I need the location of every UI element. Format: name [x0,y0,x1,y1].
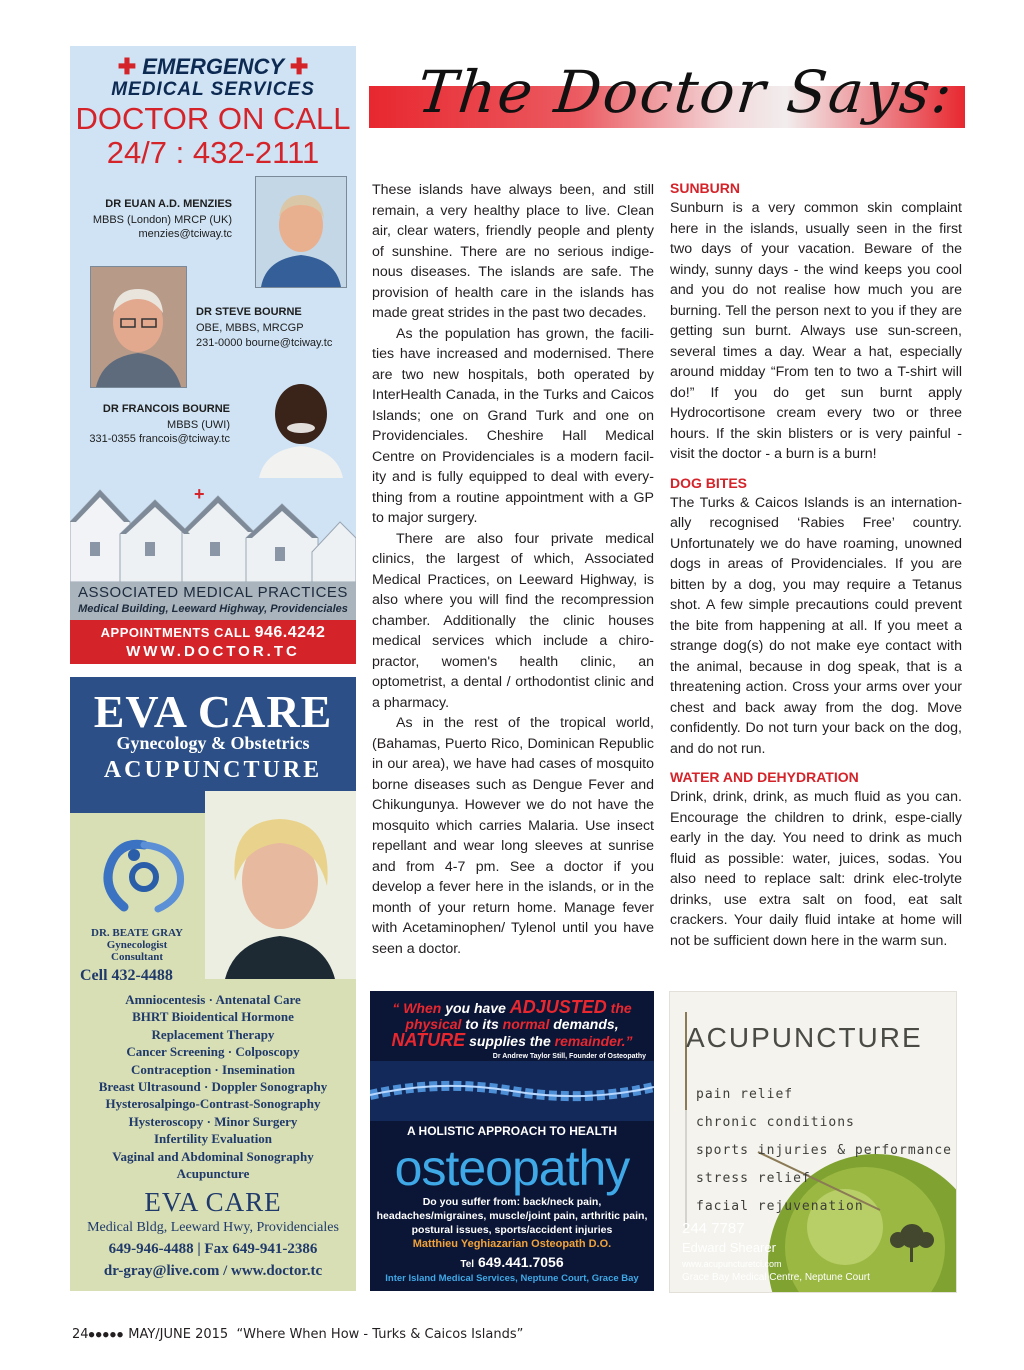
list-item: Vaginal and Abdominal Sonography [112,1148,314,1164]
eva-cell-number: Cell 432-4488 [80,967,173,984]
doctor-3-photo [255,366,347,478]
sunburn-text: Sunburn is a very common skin complaint here in the islands, usually seen in the first two days of your vacation. Beware of the windy, sunny days - the wind keeps you cool and you do not realise how much you are burning. Tell the person next to you if they are getting sun burnt. Always use sun-screen, several times a day. Wear a hat, especially around midday “From ten to two a T-shirt will do!” If you do get sun burnt apply Hydrocortisone cream every two or three hours. If the skin blisters or is very painful - visit the doctor - a burn is a burn! [670,200,962,462]
list-item: BHRT Bioidentical Hormone [132,1009,294,1025]
emergency-medical-ad [70,46,356,664]
doctor-1-contact: menzies@tciway.tc [138,228,232,240]
doctor-on-call-heading: DOCTOR ON CALL [75,101,351,136]
osteopath-phone: Tel 649.441.7056 [460,1254,564,1270]
list-item: Replacement Therapy [151,1026,275,1042]
list-item: Cancer Screening · Colposcopy [126,1044,300,1060]
list-item: pain relief [696,1087,794,1102]
acupuncturist-name: Edward Shearer [682,1240,776,1255]
on-call-phone: 24/7 : 432-2111 [106,135,320,170]
holistic-heading: A HOLISTIC APPROACH TO HEALTH [407,1124,617,1138]
eva-care-subtitle: Gynecology & Obstetrics [116,733,310,753]
practice-address: Medical Building, Leeward Highway, Providenciales [78,603,348,615]
article-column-1 [372,180,654,959]
acupuncture-title: ACUPUNCTURE [686,1022,923,1053]
doctor-3-contact: 331-0355 francois@tciway.tc [89,433,230,445]
eva-care-title: EVA CARE [93,686,333,737]
acupuncture-website: www.acupuncturetci.com [682,1259,782,1269]
article-paragraph: These islands have always been, and still remain, a very healthy place to live. Clean air, clear waters, friendly people and plenty of sunshine. There are no serious indige-nous diseases. The islands are safe. The provision of health care in the islands has made great strides in the past two decades. [372,182,654,321]
osteopathy-ad [370,991,654,1291]
water-heading: WATER AND DEHYDRATION [670,769,859,785]
doctor-1-name: DR EUAN A.D. MENZIES [105,198,232,210]
medical-services-heading: MEDICAL SERVICES [111,79,315,100]
doctor-3-name: DR FRANCOIS BOURNE [102,403,230,415]
list-item: Infertility Evaluation [153,1131,273,1147]
eva-doctor-info: DR. BEATE GRAY Gynecologist Consultant [91,927,183,963]
osteopathy-wordmark: osteopathy [394,1140,630,1196]
list-item: stress relief [696,1171,811,1186]
eva-footer-title: EVA CARE [144,1187,282,1217]
doctor-1-photo [255,176,347,288]
svg-text:+: + [194,484,205,504]
appointments-band [70,620,356,664]
doctor-3-credentials: MBBS (UWI) [167,419,230,431]
acupuncture-phone: 244 7787 [682,1220,745,1237]
article-paragraph: As the population has grown, the facili-ties have increased and modernised. There are two new hospitals, both operated by InterHealth Canada, in the Turks and Caicos Islands; one on Grand Turk and one on Providenciales. Cheshire Hall Medical Centre on Providenciales is a modern facil-ity and is fully equipped to deal with every-thing from a routine appointment with a GP to major surgery. [372,325,654,526]
eva-care-logo-icon [94,827,194,921]
spine-image [370,1061,654,1121]
article-paragraph: There are also four private medical clinics, the largest of which, Associated Medical Practices, on Leeward Highway, is also where you will find the recompression chamber. Additionally the clinic houses medical services which include a chiro-practor, women's health clinic, an optometrist, a dental / orthodontist clinic and a pharmacy. [372,530,654,711]
doctor-2-credentials: OBE, MBBS, MRCGP [196,322,304,334]
doctor-website: WWW.DOCTOR.TC [126,643,300,660]
page-footer [72,1327,523,1342]
doctor-2-name: DR STEVE BOURNE [196,306,302,318]
doctor-2-photo [90,266,187,388]
osteopath-name: Matthieu Yeghiazarian Osteopath D.O. [412,1238,612,1250]
eva-footer-phone: 649-946-4488 | Fax 649-941-2386 [108,1241,318,1257]
osteopathy-quote: “ When you have ADJUSTED the physical to its normal demands, NATURE supplies the remainder.” [391,997,633,1050]
footer-dots: ●●●●● [88,1330,125,1339]
osteopath-location: Inter Island Medical Services, Neptune Court, Grace Bay [385,1273,639,1284]
water-text: Drink, drink, drink, as much fluid as you can. Encourage the children to drink, espe-cially early in the day. You need to drink as much fluid as possible: water, juices, sodas. You also need to replace salt: drink elec-trolyte drinks, use extra salt on food, eat salt crackers. Your daily fluid intake at home will not be sufficient down here in the warm sun. [670,789,962,949]
list-item: Breast Ultrasound · Doppler Sonography [98,1079,328,1095]
list-item: chronic conditions [696,1115,855,1130]
issue-date: MAY/JUNE 2015 [128,1327,229,1342]
emergency-heading: ✚ EMERGENCY ✚ [117,54,309,79]
eva-care-acupuncture: ACUPUNCTURE [103,757,323,783]
eva-footer-web: dr-gray@live.com / www.doctor.tc [103,1263,323,1279]
dog-bites-heading: DOG BITES [670,474,748,491]
acupuncture-location: Grace Bay Medical Centre, Neptune Court [682,1272,870,1283]
list-item: Acupuncture [176,1166,250,1182]
quote-author: Dr Andrew Taylor Still, Founder of Osteopathy [492,1053,646,1060]
doctor-1-credentials: MBBS (London) MRCP (UK) [92,214,232,226]
sunburn-heading: SUNBURN [670,180,740,196]
symptoms-text: Do you suffer from: back/neck pain, headaches/migraines, muscle/joint pain, arthritic pain, postural issues, sports/accident injuries [376,1196,648,1236]
eva-services-list [70,991,356,1182]
clinic-building-image [70,482,356,622]
list-item: Hysterosalpingo-Contrast-Sonography [105,1096,321,1112]
list-item: Amniocentesis · Antenatal Care [125,992,301,1007]
acupuncture-ad [669,991,957,1293]
list-item: facial rejuvenation [696,1199,864,1214]
dog-bites-text: The Turks & Caicos Islands is an internation-ally recognised ‘Rabies Free’ country. Unfortunately we do have roaming, unowned dogs in areas of Providenciales. If you are bitten by a dog, you may require a Tetanus shot. A few simple precautions could prevent the bite from happening at all. If you meet a strange dog(s) do not make eye contact with the animal, because in dog speak, that is a threatening action. Cross your arms over your chest and back away from the dog. Move confidently. Do not turn your back on the dog, and do not run. [670,494,962,757]
list-item: sports injuries & performance [696,1143,952,1158]
list-item: Contraception · Insemination [131,1061,295,1077]
practice-name: ASSOCIATED MEDICAL PRACTICES [78,584,348,601]
page-number: 24 [72,1327,89,1342]
magazine-tagline: “Where When How - Turks & Caicos Islands” [236,1327,524,1342]
appointments-line: APPOINTMENTS CALL 946.4242 [100,624,326,641]
article-paragraph: As in the rest of the tropical world, (Bahamas, Puerto Rico, Dominican Republic in our area), we have had cases of mosquito borne diseases such as Dengue Fever and Chikungunya. However we do not have the mosquito which carries Malaria. Use insect repellant and wear long sleeves at sunrise and from 4-7 pm. See a doctor if you develop a fever here in the islands, or in the month of your return home. Manage fever with Acetaminophen/ Tylenol until you have seen a doctor. [372,715,654,957]
doctor-2-contact: 231-0000 bourne@tciway.tc [196,337,333,349]
list-item: Hysteroscopy · Minor Surgery [128,1113,298,1129]
red-cross-icon: ✚ [289,54,309,79]
eva-care-ad [70,677,356,1291]
doctor-beate-gray-photo [205,791,356,979]
article-column-2 [670,178,962,951]
page-title: The Doctor Says: [414,58,958,126]
red-cross-icon: ✚ [117,54,137,79]
eva-footer-address: Medical Bldg, Leeward Hwy, Providenciales [87,1220,339,1235]
